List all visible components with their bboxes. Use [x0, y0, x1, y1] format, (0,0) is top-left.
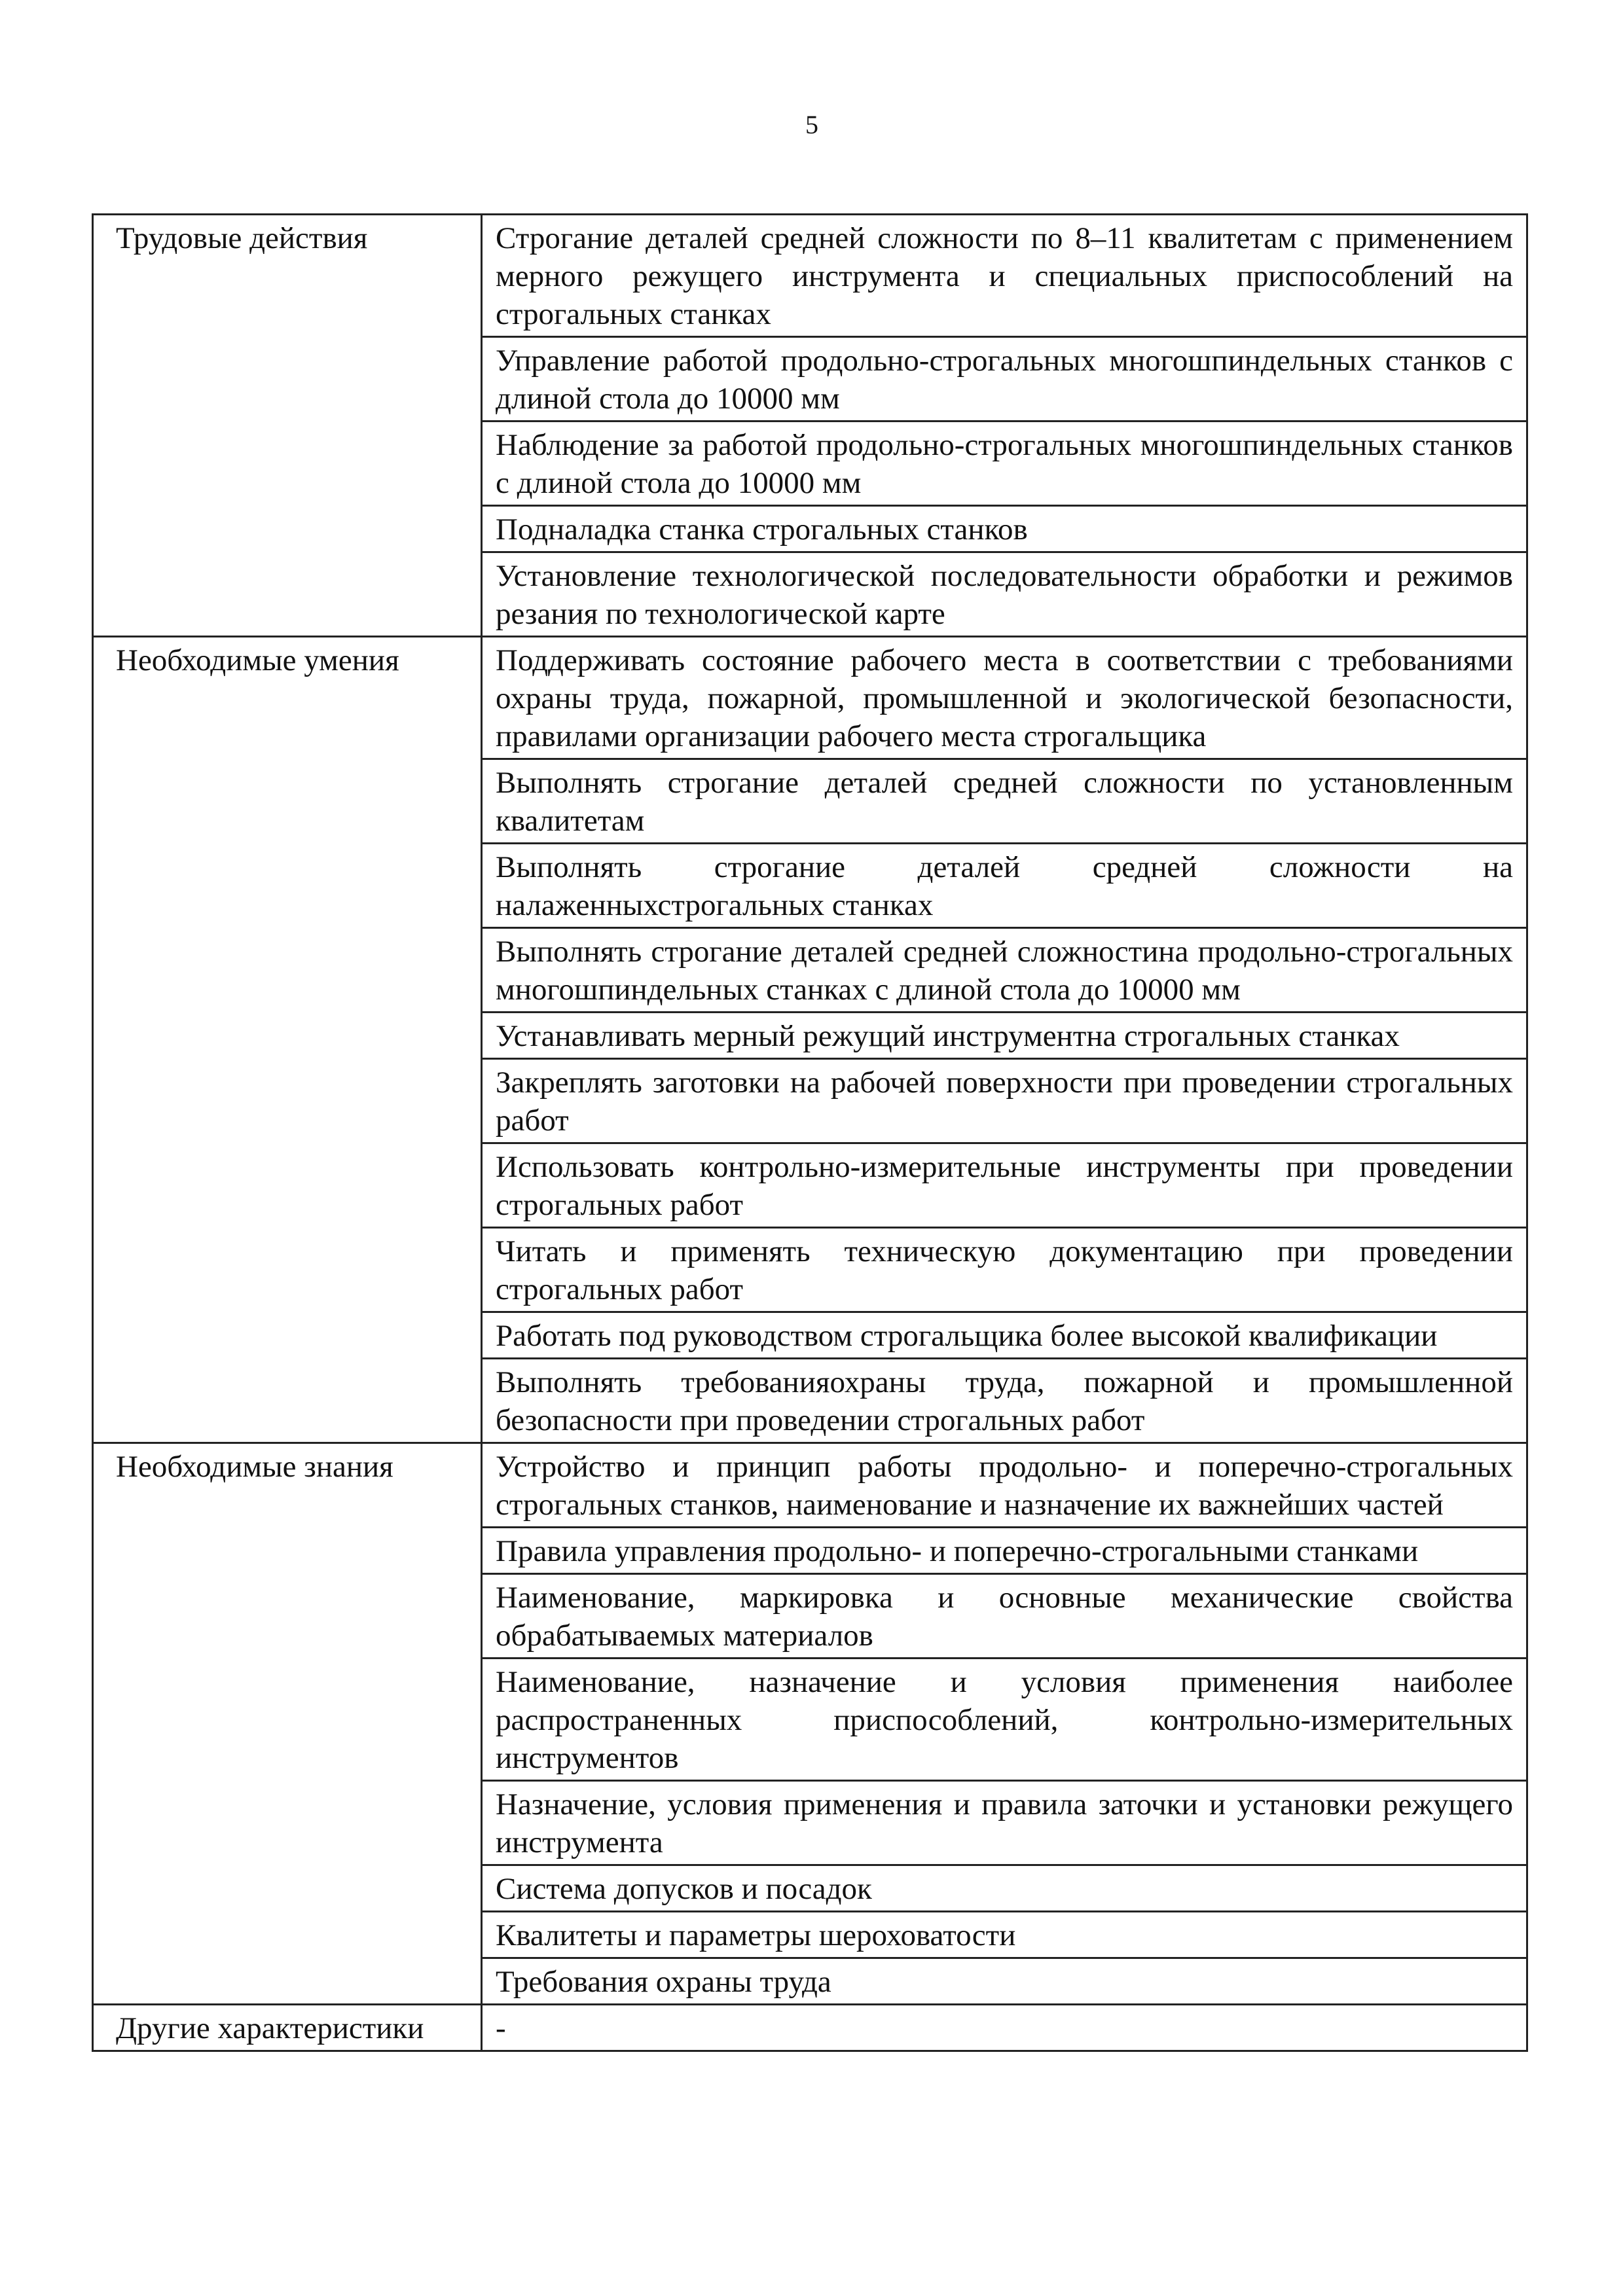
table-cell: Правила управления продольно- и поперечно-строгальными станками [482, 1528, 1527, 1574]
table-row [93, 637, 1527, 759]
section-label-required-skills: Необходимые умения [93, 637, 482, 1443]
table-cell: Система допусков и посадок [482, 1865, 1527, 1912]
table-cell: Требования охраны труда [482, 1958, 1527, 2005]
table-cell: Наименование, маркировка и основные механические свойства обрабатываемых материалов [482, 1574, 1527, 1659]
table-cell: Читать и применять техническую документацию при проведении строгальных работ [482, 1228, 1527, 1312]
table-cell: Квалитеты и параметры шероховатости [482, 1912, 1527, 1958]
table-cell: Наименование, назначение и условия применения наиболее распространенных приспособлений, контрольно-измерительных инструментов [482, 1659, 1527, 1781]
section-label-other-characteristics: Другие характеристики [93, 2005, 482, 2051]
table-cell: Устанавливать мерный режущий инструментна строгальных станках [482, 1013, 1527, 1059]
section-label-labor-actions: Трудовые действия [93, 215, 482, 637]
table-cell: Подналадка станка строгальных станков [482, 506, 1527, 552]
table-row [93, 1443, 1527, 1528]
table-cell: Выполнять строгание деталей средней сложностина продольно-строгальных многошпиндельных станках с длиной стола до 10000 мм [482, 928, 1527, 1013]
table-cell: Работать под руководством строгальщика более высокой квалификации [482, 1312, 1527, 1359]
table-cell: Установление технологической последовательности обработки и режимов резания по технологической карте [482, 552, 1527, 637]
page-number: 5 [805, 110, 818, 139]
table-cell: Выполнять требованияохраны труда, пожарной и промышленной безопасности при проведении строгальных работ [482, 1359, 1527, 1443]
table-cell: Поддерживать состояние рабочего места в соответствии с требованиями охраны труда, пожарной, промышленной и экологической безопасности, правилами организации рабочего места строгальщика [482, 637, 1527, 759]
table-cell: Строгание деталей средней сложности по 8–11 квалитетам с применением мерного режущего инструмента и специальных приспособлений на строгальных станках [482, 215, 1527, 337]
table-cell: Назначение, условия применения и правила заточки и установки режущего инструмента [482, 1781, 1527, 1865]
table-row [93, 2005, 1527, 2051]
table-cell: - [482, 2005, 1527, 2051]
characteristics-table [92, 213, 1528, 2052]
table-cell: Выполнять строгание деталей средней сложности на налаженныхстрогальных станках [482, 844, 1527, 928]
table-cell: Использовать контрольно-измерительные инструменты при проведении строгальных работ [482, 1143, 1527, 1228]
table-row [93, 215, 1527, 337]
table-cell: Выполнять строгание деталей средней сложности по установленным квалитетам [482, 759, 1527, 844]
table-cell: Устройство и принцип работы продольно- и поперечно-строгальных строгальных станков, наименование и назначение их важнейших частей [482, 1443, 1527, 1528]
table-cell: Управление работой продольно-строгальных многошпиндельных станков с длиной стола до 10000 мм [482, 337, 1527, 422]
table-cell: Наблюдение за работой продольно-строгальных многошпиндельных станков с длиной стола до 10000 мм [482, 422, 1527, 506]
table-cell: Закреплять заготовки на рабочей поверхности при проведении строгальных работ [482, 1059, 1527, 1143]
section-label-required-knowledge: Необходимые знания [93, 1443, 482, 2005]
